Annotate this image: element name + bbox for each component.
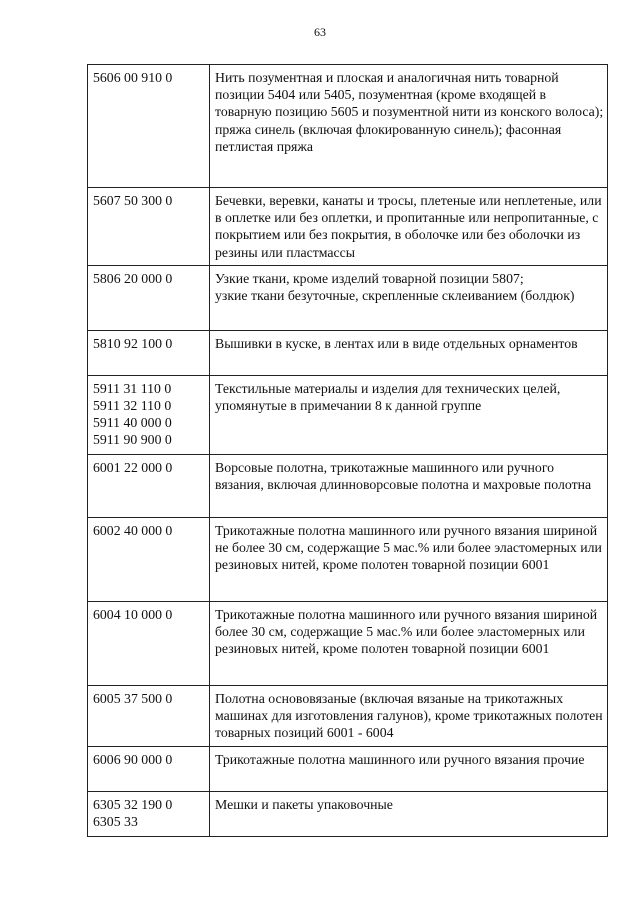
description-text: Текстильные материалы и изделия для технических целей, упомянутые в примечании 8 к данной группе [215,380,561,414]
description-text: Полотна основовязаные (включая вязаные на трикотажных машинах для изготовления галунов), кроме трикотажных полотен товарных позиций 6001 - 6004 [215,690,603,741]
description-text: Ворсовые полотна, трикотажные машинного или ручного вязания, включая длинноворсовые полотна и махровые полотна [215,459,592,493]
table-row [88,375,608,454]
description-text: Вышивки в куске, в лентах или в виде отдельных орнаментов [215,335,578,351]
tariff-code: 5911 32 110 0 [93,398,172,414]
description-text: Нить позументная и плоская и аналогичная нить товарной позиции 5404 или 5405, позументная (кроме входящей в товарную позицию 5605 и позументной нити из конского волоса); [215,70,604,120]
description-text: Трикотажные полотна машинного или ручного вязания шириной не более 30 см, содержащие 5 мас.% или более эластомерных или резиновых нитей, кроме полотен товарной позиции 6001 [215,522,602,573]
description-cell [210,517,608,601]
tariff-code: 5606 00 910 0 [93,70,173,85]
tariff-code: 6305 33 [93,814,138,830]
tariff-code: 5911 40 000 0 [93,415,172,431]
description-cell [210,188,608,266]
code-cell [88,188,210,266]
tariff-code: 5607 50 300 0 [93,193,173,208]
description-text: Мешки и пакеты упаковочные [215,796,393,812]
tariff-code: 6004 10 000 0 [93,606,173,622]
description-cell [210,601,608,685]
description-cell [210,685,608,746]
description-text: Трикотажные полотна машинного или ручного вязания шириной более 30 см, содержащие 5 мас.% или более эластомерных или резиновых нитей, кроме полотен товарной позиции 6001 [215,606,598,657]
tariff-code: 6005 37 500 0 [93,690,173,706]
code-cell [88,265,210,330]
table-row [88,601,608,685]
code-cell [88,746,210,791]
code-cell [88,517,210,601]
code-cell [88,375,210,454]
tariff-code: 5911 31 110 0 [93,380,172,396]
table-row [88,746,608,791]
description-cell [210,330,608,375]
table-row [88,188,608,266]
table-row [88,685,608,746]
table-row [88,791,608,836]
description-cell [210,454,608,517]
description-cell [210,265,608,330]
description-text: Бечевки, веревки, канаты и тросы, плетеные или неплетеные, или в оплетке или без оплетки, и пропитанные или непропитанные, с покрытием или без покрытия, в оболочке или без оболочки из резины или пластмассы [215,193,602,260]
description-cell [210,65,608,188]
description-text: Трикотажные полотна машинного или ручного вязания прочие [215,751,585,767]
description-text: узкие ткани безуточные, скрепленные склеиванием (болдюк) [215,288,575,304]
description-cell [210,791,608,836]
table-row [88,330,608,375]
tariff-code: 6305 32 190 0 [93,796,173,812]
code-cell [88,330,210,375]
tariff-code-table [87,64,608,837]
code-cell [88,454,210,517]
table-row [88,517,608,601]
description-cell [210,375,608,454]
tariff-code: 6006 90 000 0 [93,751,173,767]
description-cell [210,746,608,791]
code-cell [88,601,210,685]
table-row [88,265,608,330]
tariff-code: 6001 22 000 0 [93,459,173,475]
table-row [88,454,608,517]
tariff-code: 6002 40 000 0 [93,522,173,538]
tariff-code: 5806 20 000 0 [93,270,173,286]
code-cell [88,65,210,188]
table-row [88,65,608,188]
page-number: 63 [314,25,326,39]
tariff-code: 5810 92 100 0 [93,335,173,351]
code-cell [88,685,210,746]
table-body [88,65,608,837]
description-text: пряжа синель (включая флокированную синель); фасонная петлистая пряжа [215,121,562,154]
tariff-code: 5911 90 900 0 [93,432,172,448]
description-text: Узкие ткани, кроме изделий товарной позиции 5807; [215,270,524,286]
code-cell [88,791,210,836]
